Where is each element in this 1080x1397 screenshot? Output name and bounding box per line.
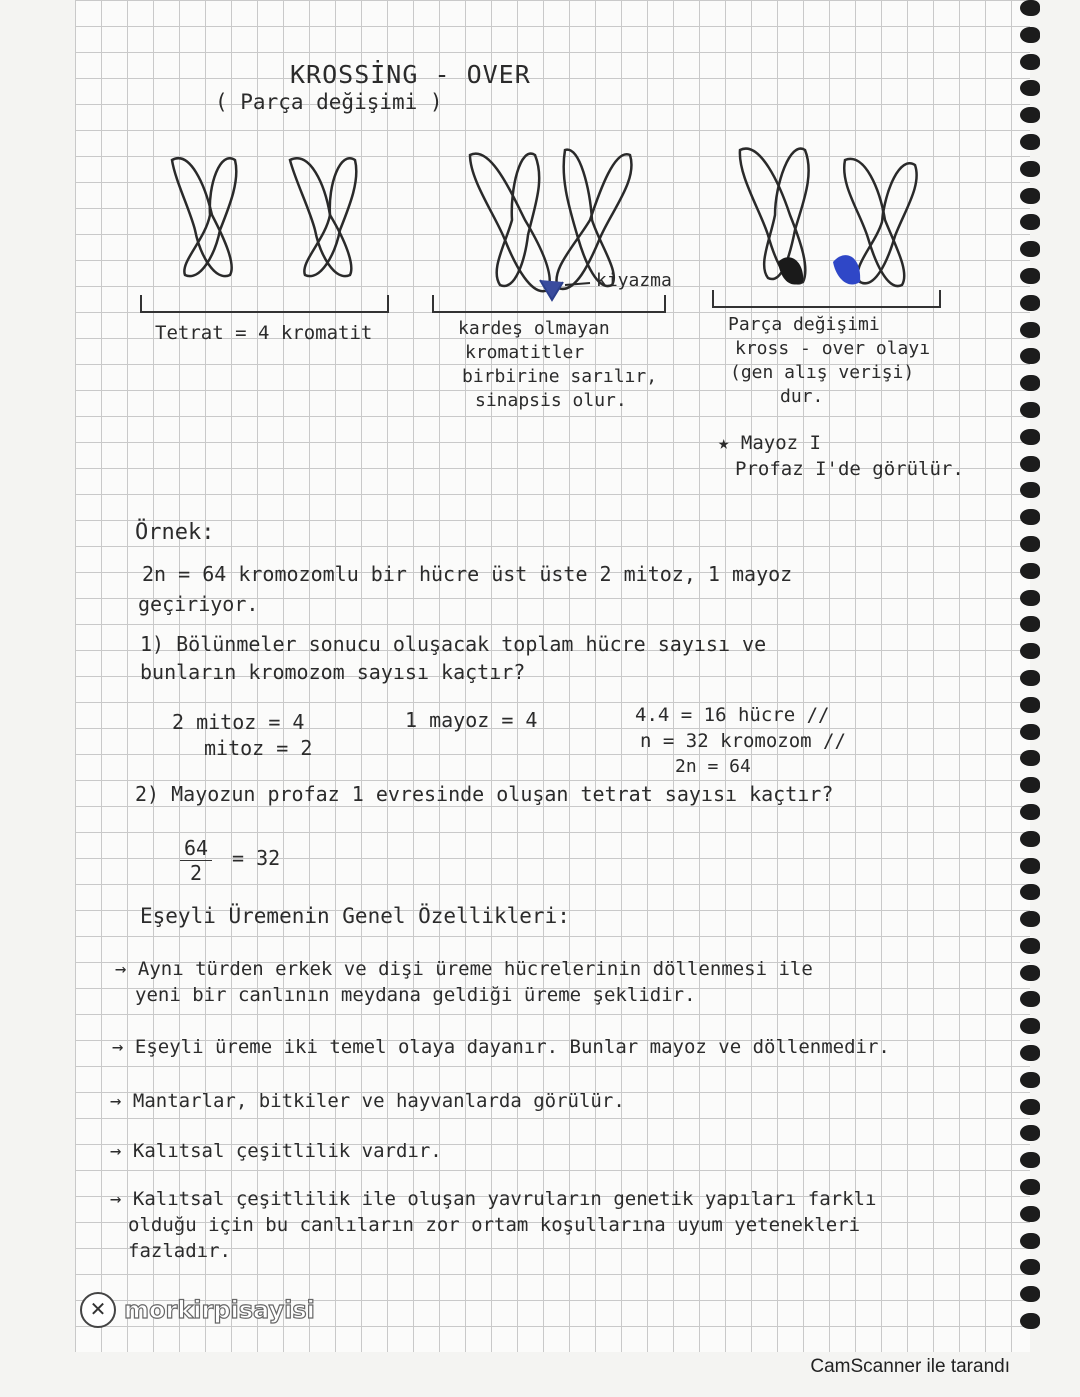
watermark: [80, 1292, 315, 1328]
question1-line2: bunların kromozom sayısı kaçtır?: [140, 660, 526, 684]
statement-line1: 2n = 64 kromozomlu bir hücre üst üste 2 mitoz, 1 mayoz: [142, 562, 793, 586]
caption-2-line4: sinapsis olur.: [475, 390, 627, 411]
crossing-label: kiyazma: [596, 270, 672, 291]
caption-2-line3: birbirine sarılır,: [462, 366, 658, 387]
calc-mitoz-a: 2 mitoz = 4: [172, 710, 305, 734]
fraction-denominator: 2: [190, 861, 203, 885]
page-title: KROSSİNG - OVER: [290, 60, 531, 89]
crossover-chromosomes: [740, 149, 917, 286]
hedgehog-logo-icon: ✕: [80, 1292, 116, 1328]
question1-line1: 1) Bölünmeler sonucu oluşacak toplam hücre sayısı ve: [140, 632, 767, 656]
caption-3-line3: (gen alış verişi): [730, 362, 915, 383]
answer1-line1: 4.4 = 16 hücre //: [635, 704, 830, 726]
brace-3: [712, 290, 941, 308]
feature-4: → Kalıtsal çeşitlilik vardır.: [110, 1140, 442, 1162]
feature-5-line2: olduğu için bu canlıların zor ortam koşullarına uyum yetenekleri: [128, 1214, 861, 1236]
chromosome-diagram: [0, 0, 1080, 320]
tetrad-chromosomes: [172, 158, 356, 276]
fraction-result: = 32: [232, 846, 281, 870]
example-heading: Örnek:: [135, 520, 215, 545]
blue-segment: [833, 255, 860, 284]
answer1-line2: n = 32 kromozom //: [640, 730, 846, 752]
watermark-text: morkirpisayisi: [124, 1296, 315, 1324]
feature-1-line1: → Aynı türden erkek ve dişi üreme hücrelerinin döllenmesi ile: [115, 958, 813, 980]
calc-mayoz: 1 mayoz = 4: [405, 708, 538, 732]
feature-5-line1: → Kalıtsal çeşitlilik ile oluşan yavruların genetik yapıları farklı: [110, 1188, 877, 1210]
note-line2: Profaz I'de görülür.: [735, 458, 964, 480]
feature-1-line2: yeni bir canlının meydana geldiği üreme şeklidir.: [135, 984, 696, 1006]
calc-mitoz-b: mitoz = 2: [204, 736, 313, 760]
caption-tetrat: Tetrat = 4 kromatit: [155, 322, 373, 344]
answer1-line3: 2n = 64: [675, 756, 751, 777]
scanner-footer: CamScanner ile tarandı: [810, 1356, 1010, 1377]
question2: 2) Mayozun profaz 1 evresinde oluşan tetrat sayısı kaçtır?: [135, 782, 834, 806]
page-subtitle: ( Parça değişimi ): [215, 90, 443, 114]
feature-2: → Eşeyli üreme iki temel olaya dayanır. Bunlar mayoz ve döllenmedir.: [112, 1036, 890, 1058]
caption-3-line4: dur.: [780, 386, 824, 407]
caption-2-line1: kardeş olmayan: [458, 318, 610, 339]
brace-2: [432, 295, 666, 313]
note-line1: ★ Mayoz I: [718, 432, 821, 454]
feature-5-line3: fazladır.: [128, 1240, 231, 1262]
caption-3-line1: Parça değişimi: [728, 314, 880, 335]
features-heading: Eşeyli Üremenin Genel Özellikleri:: [140, 904, 570, 928]
dark-segment: [778, 257, 803, 284]
feature-3: → Mantarlar, bitkiler ve hayvanlarda görülür.: [110, 1090, 625, 1112]
arrow-icon: [565, 283, 590, 285]
caption-2-line2: kromatitler: [465, 342, 585, 363]
caption-3-line2: kross - over olayı: [735, 338, 931, 359]
spiral-binding: [1016, 0, 1040, 1352]
statement-line2: geçiriyor.: [138, 592, 259, 616]
fraction: [180, 836, 212, 885]
fraction-numerator: 64: [180, 836, 212, 861]
brace-1: [140, 295, 389, 313]
